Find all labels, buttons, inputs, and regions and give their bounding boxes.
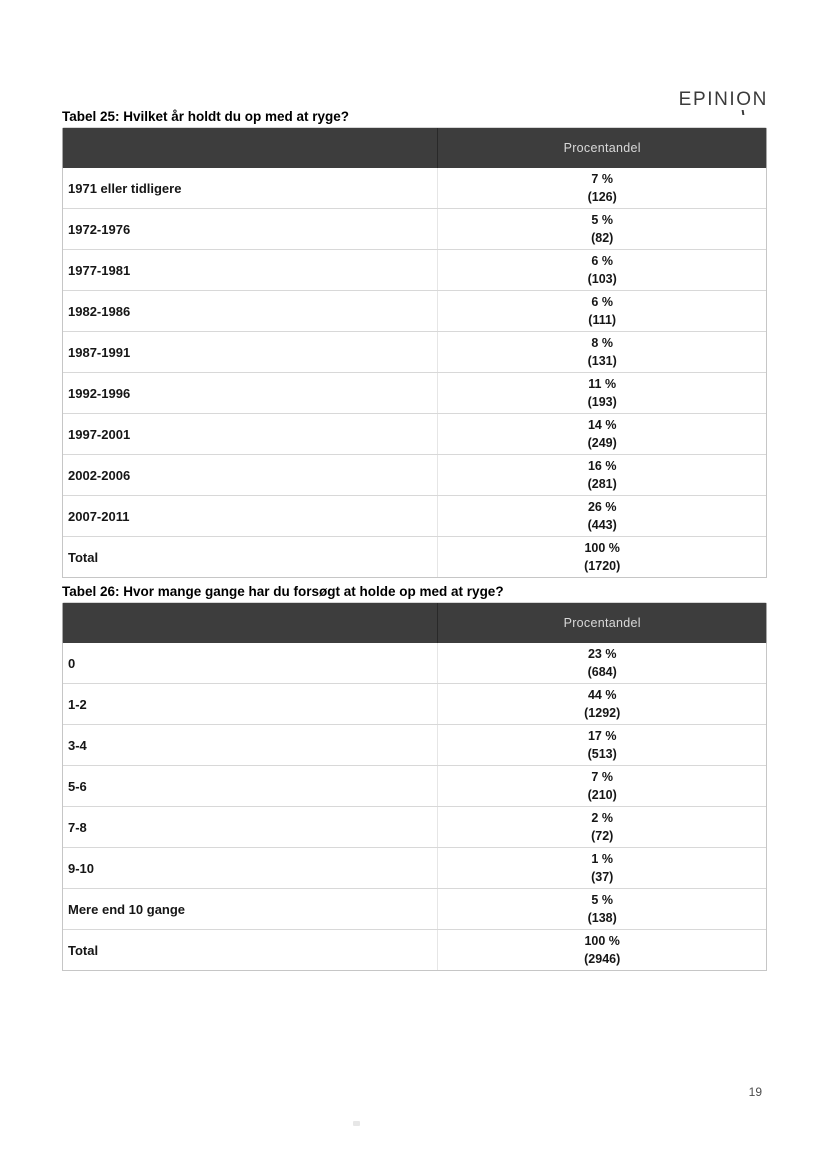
count-value: (131) bbox=[587, 354, 617, 368]
table-row bbox=[63, 290, 766, 331]
count-value: (37) bbox=[591, 870, 614, 884]
count-value: (513) bbox=[587, 747, 617, 761]
row-label: 1992-1996 bbox=[63, 373, 438, 413]
percent-value: 6 % bbox=[591, 254, 613, 268]
percent-value: 5 % bbox=[591, 893, 613, 907]
percent-value: 7 % bbox=[591, 172, 613, 186]
table-26-title: Tabel 26: Hvor mange gange har du forsøgt at holde op med at ryge? bbox=[62, 584, 504, 599]
table-25-section bbox=[62, 109, 767, 578]
table-26-header-cell-procentandel: Procentandel bbox=[563, 616, 641, 630]
percent-value: 100 % bbox=[584, 541, 620, 555]
table-25-header-cell-procentandel: Procentandel bbox=[563, 141, 641, 155]
row-label: 1997-2001 bbox=[63, 414, 438, 454]
percent-value: 23 % bbox=[587, 647, 617, 661]
count-value: (249) bbox=[587, 436, 617, 450]
table-row bbox=[63, 168, 766, 208]
row-value-cell bbox=[438, 766, 766, 806]
table-row bbox=[63, 208, 766, 249]
table-row bbox=[63, 806, 766, 847]
epinion-logo: EPINION bbox=[678, 89, 768, 110]
count-value: (1720) bbox=[584, 559, 621, 573]
row-label: 1971 eller tidligere bbox=[63, 168, 438, 208]
table-row bbox=[63, 454, 766, 495]
row-label: 1982-1986 bbox=[63, 291, 438, 331]
count-value: (82) bbox=[591, 231, 614, 245]
table-row bbox=[63, 331, 766, 372]
table-row bbox=[63, 683, 766, 724]
row-value-cell bbox=[438, 332, 766, 372]
percent-value: 100 % bbox=[584, 934, 620, 948]
percent-value: 16 % bbox=[587, 459, 617, 473]
table-row bbox=[63, 724, 766, 765]
row-value-cell bbox=[438, 725, 766, 765]
percent-value: 11 % bbox=[588, 377, 617, 391]
table-26-header-cell-empty bbox=[63, 603, 438, 643]
table-25-title: Tabel 25: Hvilket år holdt du op med at ryge? bbox=[62, 109, 350, 124]
table-25 bbox=[62, 128, 767, 578]
count-value: (138) bbox=[587, 911, 617, 925]
percent-value: 6 % bbox=[591, 295, 613, 309]
count-value: (210) bbox=[587, 788, 617, 802]
row-label: 1987-1991 bbox=[63, 332, 438, 372]
table-row bbox=[63, 929, 766, 970]
row-value-cell bbox=[438, 807, 766, 847]
row-label: Total bbox=[63, 930, 438, 970]
table-row bbox=[63, 372, 766, 413]
row-label: 5-6 bbox=[63, 766, 438, 806]
table-26-section bbox=[62, 584, 767, 971]
percent-value: 26 % bbox=[587, 500, 617, 514]
row-label: Mere end 10 gange bbox=[63, 889, 438, 929]
row-value-cell bbox=[438, 537, 766, 577]
count-value: (111) bbox=[588, 313, 617, 327]
percent-value: 14 % bbox=[587, 418, 617, 432]
percent-value: 2 % bbox=[591, 811, 613, 825]
count-value: (1292) bbox=[584, 706, 621, 720]
row-value-cell bbox=[438, 250, 766, 290]
row-label: 2007-2011 bbox=[63, 496, 438, 536]
scan-speck bbox=[353, 1121, 360, 1126]
row-value-cell bbox=[438, 496, 766, 536]
row-label: 1972-1976 bbox=[63, 209, 438, 249]
count-value: (72) bbox=[591, 829, 614, 843]
row-label: 2002-2006 bbox=[63, 455, 438, 495]
percent-value: 17 % bbox=[587, 729, 617, 743]
row-value-cell bbox=[438, 455, 766, 495]
count-value: (126) bbox=[587, 190, 617, 204]
row-value-cell bbox=[438, 848, 766, 888]
count-value: (103) bbox=[587, 272, 617, 286]
row-label: 1-2 bbox=[63, 684, 438, 724]
row-value-cell bbox=[438, 209, 766, 249]
row-value-cell bbox=[438, 291, 766, 331]
table-row bbox=[63, 888, 766, 929]
count-value: (281) bbox=[587, 477, 617, 491]
row-label: 3-4 bbox=[63, 725, 438, 765]
row-value-cell bbox=[438, 373, 766, 413]
percent-value: 8 % bbox=[591, 336, 613, 350]
percent-value: 44 % bbox=[587, 688, 617, 702]
percent-value: 1 % bbox=[591, 852, 613, 866]
row-label: 9-10 bbox=[63, 848, 438, 888]
table-25-header-row bbox=[63, 128, 766, 168]
table-row bbox=[63, 249, 766, 290]
table-row bbox=[63, 413, 766, 454]
row-label: 7-8 bbox=[63, 807, 438, 847]
percent-value: 7 % bbox=[591, 770, 613, 784]
row-value-cell bbox=[438, 643, 766, 683]
percent-value: 5 % bbox=[591, 213, 613, 227]
row-label: 0 bbox=[63, 643, 438, 683]
count-value: (684) bbox=[587, 665, 617, 679]
row-value-cell bbox=[438, 930, 766, 970]
page-number: 19 bbox=[748, 1085, 762, 1099]
row-value-cell bbox=[438, 168, 766, 208]
table-row bbox=[63, 495, 766, 536]
count-value: (2946) bbox=[584, 952, 621, 966]
row-label: 1977-1981 bbox=[63, 250, 438, 290]
row-value-cell bbox=[438, 414, 766, 454]
row-label: Total bbox=[63, 537, 438, 577]
table-row bbox=[63, 765, 766, 806]
row-value-cell bbox=[438, 889, 766, 929]
table-25-header-cell-empty bbox=[63, 128, 438, 168]
table-row bbox=[63, 536, 766, 577]
table-26 bbox=[62, 603, 767, 971]
row-value-cell bbox=[438, 684, 766, 724]
count-value: (443) bbox=[587, 518, 617, 532]
table-26-header-row bbox=[63, 603, 766, 643]
table-row bbox=[63, 847, 766, 888]
table-row bbox=[63, 643, 766, 683]
count-value: (193) bbox=[587, 395, 617, 409]
